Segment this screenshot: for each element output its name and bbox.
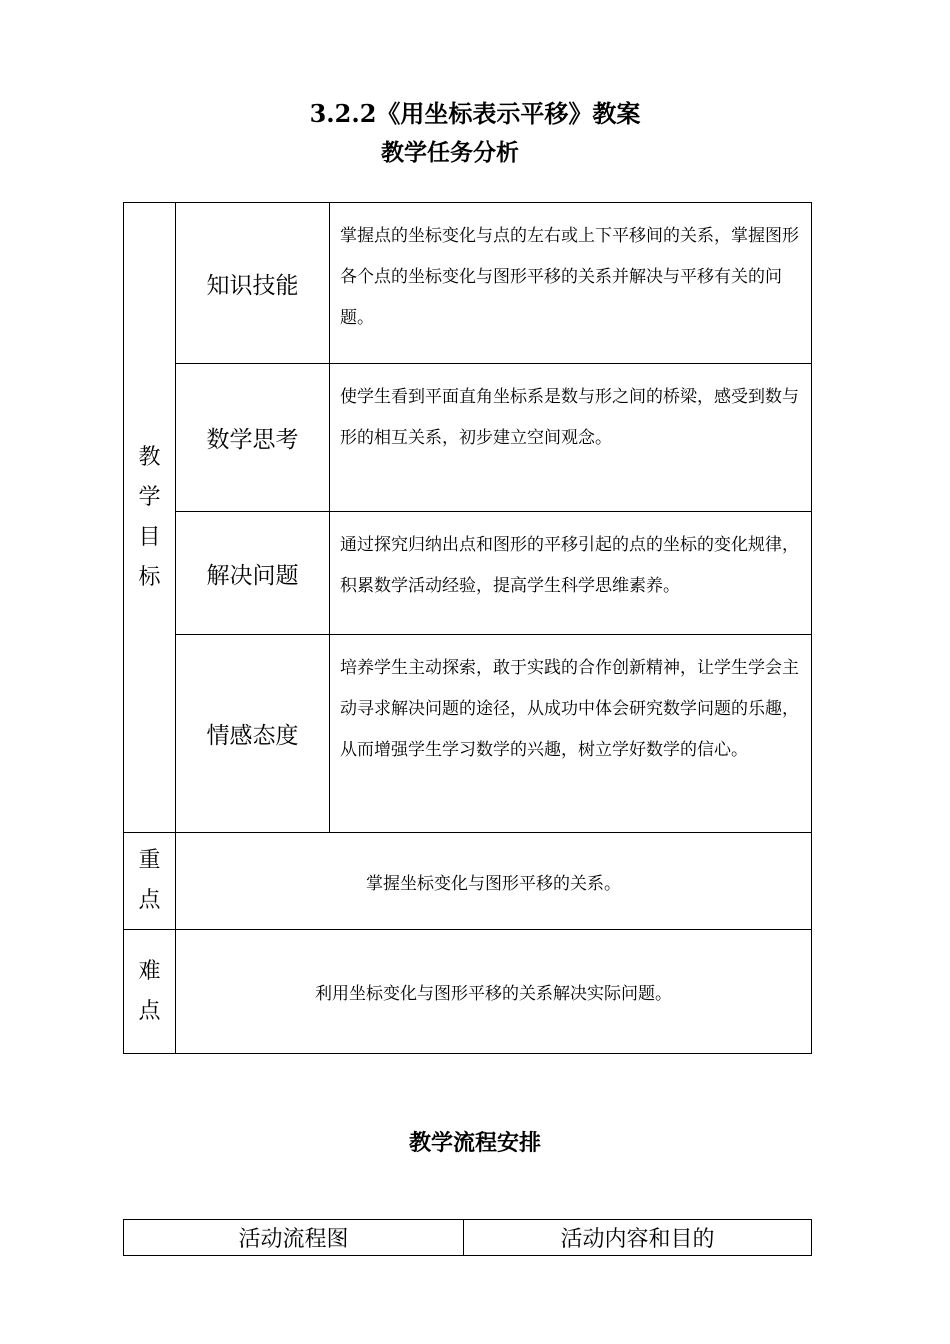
flow-header-chart: 活动流程图 bbox=[124, 1220, 464, 1256]
flow-header-content: 活动内容和目的 bbox=[464, 1220, 812, 1256]
goal-text-thinking: 使学生看到平面直角坐标系是数与形之间的桥梁，感受到数与形的相互关系，初步建立空间观念。 bbox=[330, 364, 812, 512]
goal-text-knowledge: 掌握点的坐标变化与点的左右或上下平移间的关系，掌握图形各个点的坐标变化与图形平移的关系并解决与平移有关的问题。 bbox=[330, 203, 812, 364]
document-title: 3.2.2《用坐标表示平移》教案 bbox=[309, 99, 641, 128]
key-point-header: 重点 bbox=[124, 833, 176, 930]
flow-table bbox=[123, 1219, 812, 1256]
goal-text-attitude: 培养学生主动探索，敢于实践的合作创新精神，让学生学会主动寻求解决问题的途径，从成功中体会研究数学问题的乐趣，从而增强学生学习数学的兴趣，树立学好数学的信心。 bbox=[330, 635, 812, 833]
goal-text-problem-solving: 通过探究归纳出点和图形的平移引起的点的坐标的变化规律，积累数学活动经验，提高学生科学思维素养。 bbox=[330, 512, 812, 635]
difficulty-text: 利用坐标变化与图形平移的关系解决实际问题。 bbox=[176, 930, 812, 1054]
goal-label-attitude: 情感态度 bbox=[176, 635, 330, 833]
goal-label-knowledge: 知识技能 bbox=[176, 203, 330, 364]
task-analysis-table bbox=[123, 202, 812, 1054]
difficulty-header: 难点 bbox=[124, 930, 176, 1054]
section-title-task-analysis: 教学任务分析 bbox=[381, 139, 519, 166]
goal-label-problem-solving: 解决问题 bbox=[176, 512, 330, 635]
key-point-text: 掌握坐标变化与图形平移的关系。 bbox=[176, 833, 812, 930]
section-title-flow: 教学流程安排 bbox=[408, 1130, 541, 1156]
goal-label-thinking: 数学思考 bbox=[176, 364, 330, 512]
goals-header: 教学目标 bbox=[124, 203, 176, 833]
